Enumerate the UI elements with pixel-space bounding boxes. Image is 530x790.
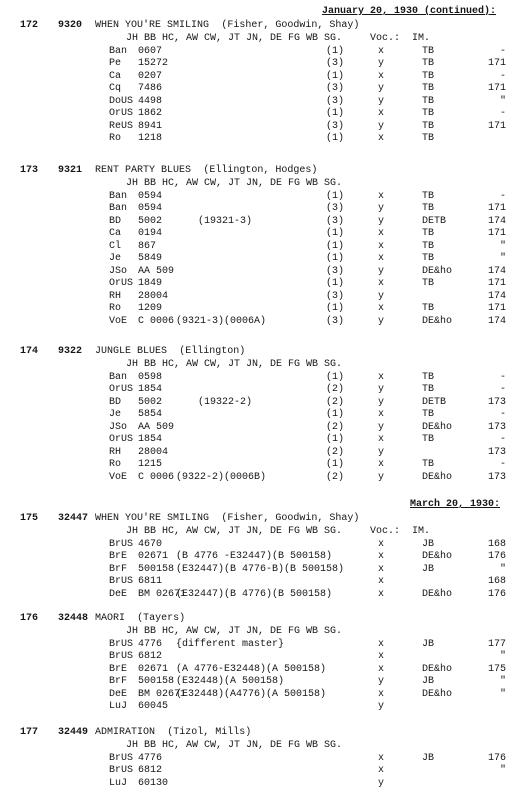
im-code: DE&ho xyxy=(422,663,453,675)
vocal-mark: x xyxy=(378,551,385,563)
vocal-mark: y xyxy=(378,384,385,396)
release-label: DeE xyxy=(109,588,128,600)
vocal-mark: x xyxy=(378,228,385,240)
matrix-number: 32447 xyxy=(58,513,89,524)
session-number: 177 xyxy=(20,727,39,738)
release-number: BM 02671 xyxy=(138,588,187,600)
cross-reference: 171 xyxy=(487,303,506,315)
release-label: BrF xyxy=(109,676,128,688)
release-note: (E32447)(B 4776)(B 500158) xyxy=(176,588,333,600)
release-number: 8941 xyxy=(138,120,163,132)
im-code: TB xyxy=(422,108,435,120)
vocal-mark: x xyxy=(378,372,385,383)
release-number: 0594 xyxy=(138,191,163,202)
personnel-line: JH BB HC, AW CW, JT JN, DE FG WB SG. xyxy=(126,178,343,189)
cross-reference: " xyxy=(499,676,506,688)
cross-reference: - xyxy=(499,409,506,421)
release-label: VoE xyxy=(109,315,128,327)
im-code: TB xyxy=(422,434,435,446)
release-label: BrE xyxy=(109,663,128,675)
im-code: JB xyxy=(422,639,435,650)
im-code: DE&ho xyxy=(422,421,453,433)
cross-reference: 177 xyxy=(487,639,506,650)
release-number: 28004 xyxy=(138,446,169,458)
release-label: Pe xyxy=(109,58,122,70)
im-code: TB xyxy=(422,133,435,145)
release-number: 6812 xyxy=(138,651,163,663)
cross-reference: " xyxy=(499,563,506,575)
vocal-mark: x xyxy=(378,563,385,575)
release-label: JSo xyxy=(109,421,128,433)
vocal-mark: y xyxy=(378,446,385,458)
session-number: 173 xyxy=(20,165,39,176)
vocal-mark: x xyxy=(378,576,385,588)
release-number: 1854 xyxy=(138,434,163,446)
release-number: AA 509 xyxy=(138,421,175,433)
cross-reference: - xyxy=(499,384,506,396)
cross-reference: " xyxy=(499,253,506,265)
im-code: TB xyxy=(422,203,435,215)
take-number: (3) xyxy=(326,83,345,95)
vocal-mark: y xyxy=(378,83,385,95)
tune-title: ADMIRATION xyxy=(95,727,156,738)
vocal-mark: x xyxy=(378,253,385,265)
vocal-mark: y xyxy=(378,421,385,433)
vocal-mark: x xyxy=(378,753,385,764)
release-number: 5849 xyxy=(138,253,163,265)
vocal-mark: x xyxy=(378,663,385,675)
cross-reference: 174 xyxy=(487,215,506,227)
matrix-number: 9321 xyxy=(58,165,83,176)
personnel-line: JH BB HC, AW CW, JT JN, DE FG WB SG. xyxy=(126,526,343,537)
cross-reference: - xyxy=(499,46,506,57)
cross-reference: 171 xyxy=(487,203,506,215)
take-number: (1) xyxy=(326,409,345,421)
take-number: (2) xyxy=(326,471,345,483)
release-number: 1215 xyxy=(138,459,163,471)
release-number: 0598 xyxy=(138,372,163,383)
release-number: 1849 xyxy=(138,278,163,290)
cross-reference: 171 xyxy=(487,278,506,290)
release-label: BrE xyxy=(109,551,128,563)
vocal-mark: x xyxy=(378,303,385,315)
release-label: Ca xyxy=(109,228,122,240)
cross-reference: 176 xyxy=(487,753,506,764)
release-label: Cl xyxy=(109,240,122,252)
release-label: Ro xyxy=(109,133,122,145)
take-number: (1) xyxy=(326,240,345,252)
take-number: (1) xyxy=(326,108,345,120)
tune-title: RENT PARTY BLUES xyxy=(95,165,192,176)
im-code: JB xyxy=(422,676,435,688)
tune-title: JUNGLE BLUES xyxy=(95,346,168,357)
cross-reference: " xyxy=(499,651,506,663)
release-number: 02671 xyxy=(138,663,169,675)
take-number: (2) xyxy=(326,396,345,408)
release-number: 0607 xyxy=(138,46,163,57)
release-number: 7486 xyxy=(138,83,163,95)
im-code: JB xyxy=(422,563,435,575)
vocal-mark: x xyxy=(378,434,385,446)
vocal-mark: x xyxy=(378,539,385,550)
release-number: 15272 xyxy=(138,58,169,70)
release-label: RH xyxy=(109,446,122,458)
cross-reference: 174 xyxy=(487,265,506,277)
release-label: Ban xyxy=(109,191,128,202)
release-label: Je xyxy=(109,253,122,265)
release-label: BrUS xyxy=(109,765,134,777)
take-number: (3) xyxy=(326,290,345,302)
release-label: DeE xyxy=(109,688,128,700)
release-number: 6811 xyxy=(138,576,163,588)
cross-reference: 176 xyxy=(487,588,506,600)
take-number: (1) xyxy=(326,278,345,290)
release-label: OrUS xyxy=(109,384,134,396)
release-number: 0207 xyxy=(138,70,163,82)
take-number: (1) xyxy=(326,434,345,446)
vocal-mark: x xyxy=(378,240,385,252)
take-number: (3) xyxy=(326,265,345,277)
release-number: 500158 xyxy=(138,676,175,688)
take-number: (2) xyxy=(326,384,345,396)
vocal-mark: x xyxy=(378,108,385,120)
cross-reference: - xyxy=(499,434,506,446)
tune-credits: (Tizol, Mills) xyxy=(167,727,252,738)
release-number: C 0006 xyxy=(138,315,175,327)
release-number: 5002 xyxy=(138,215,163,227)
cross-reference: 168 xyxy=(487,576,506,588)
release-label: OrUS xyxy=(109,278,134,290)
im-code: TB xyxy=(422,303,435,315)
release-label: Ca xyxy=(109,70,122,82)
release-label: Je xyxy=(109,409,122,421)
vocal-mark: y xyxy=(378,676,385,688)
release-note: (E32448)(A 500158) xyxy=(176,676,285,688)
release-number: 1854 xyxy=(138,384,163,396)
cross-reference: - xyxy=(499,108,506,120)
take-number: (2) xyxy=(326,421,345,433)
im-code: TB xyxy=(422,191,435,202)
tune-title: MAORI xyxy=(95,613,126,624)
release-label: Cq xyxy=(109,83,122,95)
take-number: (3) xyxy=(326,120,345,132)
tune-credits: (Fisher, Goodwin, Shay) xyxy=(221,513,360,524)
im-code: TB xyxy=(422,46,435,57)
release-number: 60045 xyxy=(138,701,169,713)
im-code: TB xyxy=(422,228,435,240)
cross-reference: 168 xyxy=(487,539,506,550)
matrix-number: 32449 xyxy=(58,727,89,738)
vocal-mark: y xyxy=(378,701,385,713)
take-number: (1) xyxy=(326,133,345,145)
matrix-number: 32448 xyxy=(58,613,89,624)
vocal-mark: y xyxy=(378,471,385,483)
vocal-mark: x xyxy=(378,278,385,290)
take-number: (3) xyxy=(326,315,345,327)
release-label: BD xyxy=(109,396,122,408)
cross-reference: 171 xyxy=(487,58,506,70)
take-number: (1) xyxy=(326,303,345,315)
vocal-mark: x xyxy=(378,459,385,471)
take-number: (3) xyxy=(326,215,345,227)
release-number: 6812 xyxy=(138,765,163,777)
release-label: ReUS xyxy=(109,120,134,132)
cross-reference: 173 xyxy=(487,421,506,433)
vocal-mark: x xyxy=(378,133,385,145)
im-code: TB xyxy=(422,58,435,70)
cross-reference: " xyxy=(499,240,506,252)
tune-credits: (Ellington) xyxy=(179,346,246,357)
release-number: 0194 xyxy=(138,228,163,240)
im-code: TB xyxy=(422,83,435,95)
cross-reference: 171 xyxy=(487,83,506,95)
cross-reference: - xyxy=(499,70,506,82)
release-label: BD xyxy=(109,215,122,227)
matrix-number: 9320 xyxy=(58,20,83,31)
cross-reference: " xyxy=(499,688,506,700)
im-column-header: IM. xyxy=(412,33,431,44)
im-code: TB xyxy=(422,70,435,82)
tune-title: WHEN YOU'RE SMILING xyxy=(95,20,210,31)
release-label: Ban xyxy=(109,46,128,57)
session-number: 174 xyxy=(20,346,39,357)
personnel-line: JH BB HC, AW CW, JT JN, DE FG WB SG. xyxy=(126,626,343,637)
im-code: DE&ho xyxy=(422,315,453,327)
im-code: JB xyxy=(422,753,435,764)
cross-reference: 173 xyxy=(487,471,506,483)
release-number: 1862 xyxy=(138,108,163,120)
cross-reference: 174 xyxy=(487,290,506,302)
vocal-mark: y xyxy=(378,95,385,107)
release-label: BrUS xyxy=(109,576,134,588)
vocal-mark: x xyxy=(378,409,385,421)
release-note: (19322-2) xyxy=(198,396,253,408)
im-code: TB xyxy=(422,372,435,383)
im-code: DE&ho xyxy=(422,588,453,600)
release-label: BrUS xyxy=(109,753,134,764)
personnel-line: JH BB HC, AW CW, JT JN, DE FG WB SG. xyxy=(126,359,343,370)
vocal-mark: y xyxy=(378,215,385,227)
tune-title: WHEN YOU'RE SMILING xyxy=(95,513,210,524)
vocal-column-header: Voc.: xyxy=(370,33,401,44)
release-label: BrF xyxy=(109,563,128,575)
cross-reference: 175 xyxy=(487,663,506,675)
take-number: (3) xyxy=(326,95,345,107)
vocal-mark: y xyxy=(378,120,385,132)
cross-reference: 174 xyxy=(487,315,506,327)
cross-reference: 171 xyxy=(487,120,506,132)
take-number: (1) xyxy=(326,191,345,202)
im-code: JB xyxy=(422,539,435,550)
release-label: BrUS xyxy=(109,639,134,650)
im-code: DETB xyxy=(422,396,447,408)
release-number: AA 509 xyxy=(138,265,175,277)
vocal-mark: x xyxy=(378,688,385,700)
matrix-number: 9322 xyxy=(58,346,83,357)
vocal-mark: y xyxy=(378,315,385,327)
im-code: DE&ho xyxy=(422,265,453,277)
release-number: 4776 xyxy=(138,753,163,764)
release-note: (9322-2)(0006B) xyxy=(176,471,267,483)
release-note: {different master} xyxy=(176,639,285,650)
take-number: (1) xyxy=(326,228,345,240)
im-code: TB xyxy=(422,120,435,132)
vocal-mark: y xyxy=(378,203,385,215)
release-number: 0594 xyxy=(138,203,163,215)
vocal-mark: x xyxy=(378,651,385,663)
im-column-header: IM. xyxy=(412,526,431,537)
release-label: VoE xyxy=(109,471,128,483)
release-number: 02671 xyxy=(138,551,169,563)
personnel-line: JH BB HC, AW CW, JT JN, DE FG WB SG. xyxy=(126,740,343,751)
vocal-mark: x xyxy=(378,588,385,600)
vocal-mark: x xyxy=(378,191,385,202)
release-note: (19321-3) xyxy=(198,215,253,227)
take-number: (1) xyxy=(326,372,345,383)
im-code: TB xyxy=(422,384,435,396)
im-code: TB xyxy=(422,240,435,252)
release-number: 4498 xyxy=(138,95,163,107)
im-code: TB xyxy=(422,278,435,290)
cross-reference: 171 xyxy=(487,228,506,240)
take-number: (1) xyxy=(326,253,345,265)
im-code: DE&ho xyxy=(422,688,453,700)
release-label: DoUS xyxy=(109,95,134,107)
release-note: (A 4776-E32448)(A 500158) xyxy=(176,663,327,675)
take-number: (3) xyxy=(326,58,345,70)
release-number: 1209 xyxy=(138,303,163,315)
release-number: C 0006 xyxy=(138,471,175,483)
cross-reference: " xyxy=(499,95,506,107)
release-label: LuJ xyxy=(109,701,128,713)
tune-credits: (Fisher, Goodwin, Shay) xyxy=(221,20,360,31)
cross-reference: 176 xyxy=(487,551,506,563)
page-date-header: January 20, 1930 (continued): xyxy=(322,6,497,17)
release-number: 1218 xyxy=(138,133,163,145)
im-code: TB xyxy=(422,95,435,107)
release-label: LuJ xyxy=(109,777,128,789)
session-number: 172 xyxy=(20,20,39,31)
im-code: DE&ho xyxy=(422,471,453,483)
im-code: DETB xyxy=(422,215,447,227)
release-label: RH xyxy=(109,290,122,302)
release-note: (B 4776 -E32447)(B 500158) xyxy=(176,551,333,563)
vocal-mark: x xyxy=(378,765,385,777)
release-note: (E32447)(B 4776-B)(B 500158) xyxy=(176,563,345,575)
take-number: (3) xyxy=(326,203,345,215)
im-code: TB xyxy=(422,459,435,471)
release-number: 28004 xyxy=(138,290,169,302)
session-number: 176 xyxy=(20,613,39,624)
im-code: DE&ho xyxy=(422,551,453,563)
personnel-line: JH BB HC, AW CW, JT JN, DE FG WB SG. xyxy=(126,33,343,44)
vocal-mark: x xyxy=(378,46,385,57)
tune-credits: (Tayers) xyxy=(137,613,186,624)
release-number: 4670 xyxy=(138,539,163,550)
release-number: 5854 xyxy=(138,409,163,421)
release-number: 5002 xyxy=(138,396,163,408)
release-label: JSo xyxy=(109,265,128,277)
take-number: (1) xyxy=(326,46,345,57)
cross-reference: " xyxy=(499,765,506,777)
vocal-mark: y xyxy=(378,265,385,277)
im-code: TB xyxy=(422,253,435,265)
cross-reference: - xyxy=(499,191,506,202)
tune-credits: (Ellington, Hodges) xyxy=(203,165,318,176)
vocal-mark: x xyxy=(378,639,385,650)
release-number: 867 xyxy=(138,240,157,252)
take-number: (1) xyxy=(326,70,345,82)
take-number: (1) xyxy=(326,459,345,471)
release-label: Ban xyxy=(109,372,128,383)
cross-reference: 173 xyxy=(487,446,506,458)
release-number: 500158 xyxy=(138,563,175,575)
release-label: OrUS xyxy=(109,434,134,446)
im-code: TB xyxy=(422,409,435,421)
release-label: Ban xyxy=(109,203,128,215)
page-date-header: March 20, 1930: xyxy=(410,499,501,510)
vocal-mark: y xyxy=(378,396,385,408)
release-note: (9321-3)(0006A) xyxy=(176,315,267,327)
vocal-column-header: Voc.: xyxy=(370,526,401,537)
release-label: Ro xyxy=(109,303,122,315)
cross-reference: - xyxy=(499,459,506,471)
cross-reference: 173 xyxy=(487,396,506,408)
vocal-mark: y xyxy=(378,777,385,789)
release-label: BrUS xyxy=(109,651,134,663)
vocal-mark: y xyxy=(378,290,385,302)
release-label: Ro xyxy=(109,459,122,471)
release-number: BM 02671 xyxy=(138,688,187,700)
release-number: 4776 xyxy=(138,639,163,650)
vocal-mark: y xyxy=(378,58,385,70)
release-note: (E32448)(A4776)(A 500158) xyxy=(176,688,327,700)
take-number: (2) xyxy=(326,446,345,458)
release-label: BrUS xyxy=(109,539,134,550)
release-number: 60130 xyxy=(138,777,169,789)
session-number: 175 xyxy=(20,513,39,524)
release-label: OrUS xyxy=(109,108,134,120)
vocal-mark: x xyxy=(378,70,385,82)
cross-reference: - xyxy=(499,372,506,383)
